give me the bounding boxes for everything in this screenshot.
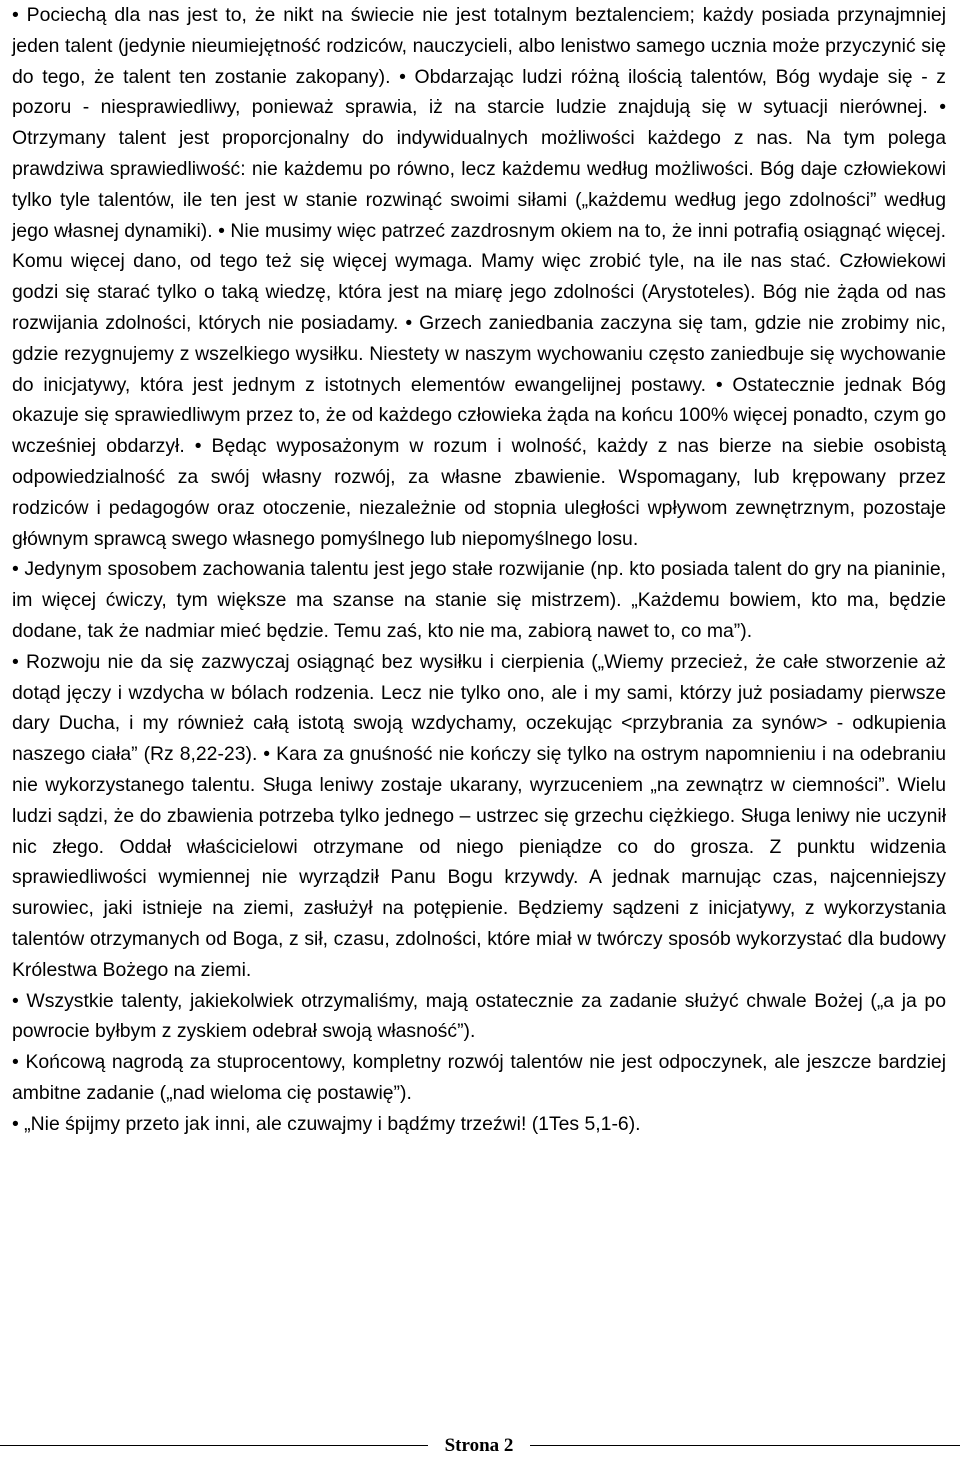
paragraph-talents-overview: • Pociechą dla nas jest to, że nikt na świecie nie jest totalnym beztalenciem; każdy posiada przynajmniej jeden talent (jedynie nieumiejętność rodziców, nauczycieli, albo lenistwo samego ucznia może przyczynić się do tego, że talent ten zostanie zakopany). • Obdarzając ludzi różną ilością talentów, Bóg wydaje się - z pozoru - niesprawiedliwy, ponieważ sprawia, iż na starcie ludzie znajdują się w sytuacji nierównej. • Otrzymany talent jest proporcjonalny do indywidualnych możliwości każdego z nas. Na tym polega prawdziwa sprawiedliwość: nie każdemu po równo, lecz każdemu według możliwości. Bóg daje człowiekowi tylko tyle talentów, ile ten jest w stanie rozwinąć swoimi siłami („każdemu według jego zdolności” według jego własnej dynamiki). • Nie musimy więc patrzeć zazdrosnym okiem na to, że inni potrafią osiągnąć więcej. Komu więcej dano, od tego też się więcej wymaga. Mamy więc zrobić tyle, na ile nas stać. Człowiekowi godzi się starać tylko o taką wiedzę, która jest na miarę jego zdolności (Arystoteles). Bóg nie żąda od nas rozwijania zdolności, których nie posiadamy. • Grzech zaniedbania zaczyna się tam, gdzie nie zrobimy nic, gdzie rezygnujemy z wszelkiego wysiłku. Niestety w naszym wychowaniu często zaniedbuje się wychowanie do inicjatywy, która jest jednym z istotnych elementów ewangelijnej postawy. • Ostatecznie jednak Bóg okazuje się sprawiedliwym przez to, że od każdego człowieka żąda na końcu 100% więcej ponadto, czym go wcześniej obdarzył. • Będąc wyposażonym w rozum i wolność, każdy z nas bierze na siebie osobistą odpowiedzialność za swój własny rozwój, za własne zbawienie. Wspomagany, lub krępowany przez rodziców i pedagogów oraz otoczenie, niezależnie od stopnia uległości wpływom zewnętrznym, pozostaje głównym sprawcą swego własnego pomyślnego lub niepomyślnego losu.: [12, 4, 946, 550]
footer-rule-left: [0, 1445, 428, 1446]
paragraph-glory-of-god: • Wszystkie talenty, jakiekolwiek otrzymaliśmy, mają ostatecznie za zadanie służyć chwale Bożej („a ja po powrocie byłbym z zyskiem odebrał swoją własność”).: [12, 989, 946, 1043]
footer-rule-right: [530, 1445, 960, 1446]
paragraph-stay-awake: • „Nie śpijmy przeto jak inni, ale czuwajmy i bądźmy trzeźwi! (1Tes 5,1-6).: [12, 1112, 641, 1135]
page-footer: [0, 1434, 960, 1457]
paragraph-effort-and-punishment: • Rozwoju nie da się zazwyczaj osiągnąć bez wysiłku i cierpienia („Wiemy przecież, że całe stworzenie aż dotąd jęczy i wzdycha w bólach rodzenia. Lecz nie tylko ono, ale i my sami, którzy już posiadamy pierwsze dary Ducha, i my również całą istotą swoją wzdychamy, oczekując <przybrania za synów> - odkupienia naszego ciała” (Rz 8,22-23). • Kara za gnuśność nie kończy się tylko na ostrym napomnieniu i na odebraniu nie wykorzystanego talentu. Sługa leniwy zostaje ukarany, wyrzuceniem „na zewnątrz w ciemności”. Wielu ludzi sądzi, że do zbawienia potrzeba tylko jednego – ustrzec się grzechu ciężkiego. Sługa leniwy nie uczynił nic złego. Oddał właścicielowi otrzymane od niego pieniądze co do grosza. Z punktu widzenia sprawiedliwości wymiennej nie wyrządził Panu Bogu krzywdy. A jednak marnując czas, najcenniejszy surowiec, jaki istnieje na ziemi, zasłużył na potępienie. Będziemy sądzeni z inicjatywy, z wykorzystania talentów otrzymanych od Boga, z sił, czasu, zdolności, które miał w twórczy sposób wykorzystać dla budowy Królestwa Bożego na ziemi.: [12, 650, 946, 981]
paragraph-developing-talent: • Jedynym sposobem zachowania talentu jest jego stałe rozwijanie (np. kto posiada talent do gry na pianinie, im więcej ćwiczy, tym większe ma szanse na stanie się mistrzem). „Każdemu bowiem, kto ma, będzie dodane, tak że nadmiar mieć będzie. Temu zaś, kto nie ma, zabiorą nawet to, co ma”).: [12, 558, 946, 642]
document-body: [12, 0, 946, 1139]
page-number-label: Strona 2: [444, 1435, 514, 1456]
paragraph-final-reward: • Końcową nagrodą za stuprocentowy, kompletny rozwój talentów nie jest odpoczynek, ale jeszcze bardziej ambitne zadanie („nad wieloma cię postawię”).: [12, 1051, 946, 1104]
